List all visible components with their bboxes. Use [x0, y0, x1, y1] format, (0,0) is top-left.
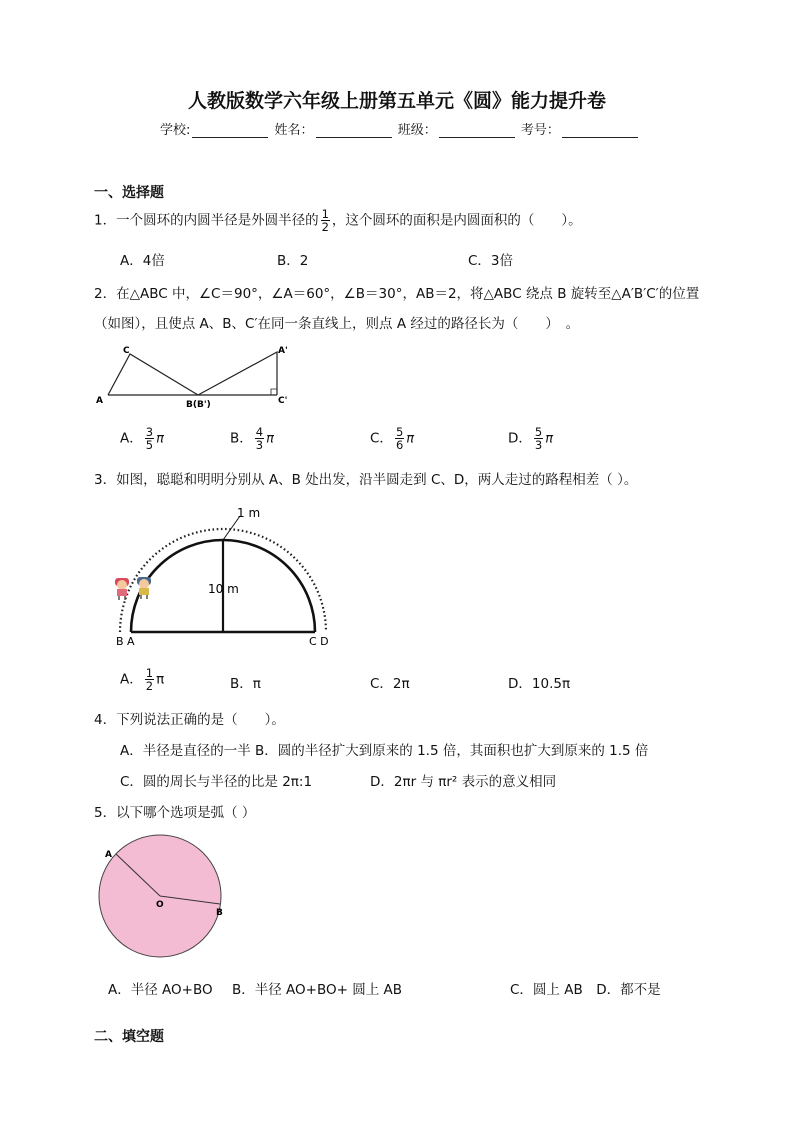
q5-circle-figure [94, 830, 244, 965]
q3-a-fraction [145, 667, 154, 692]
exam-no-label: 考号： [520, 123, 560, 138]
student-info-line [160, 119, 640, 138]
q3-option-c[interactable]: C．2π [370, 676, 410, 692]
fig-label-cd: C D [309, 635, 329, 648]
q5-option-b[interactable]: B．半径 AO+BO+ 圆上 AB [232, 982, 403, 998]
fig-label-a: A [96, 396, 103, 406]
fig-label-o: O [156, 900, 164, 910]
class-label: 班级： [397, 123, 437, 138]
q1-option-c[interactable]: C．3倍 [468, 253, 514, 269]
question-4: 4．下列说法正确的是（ ）。 [94, 712, 285, 728]
fig-label-b: B(B') [186, 400, 211, 410]
q2-a-fraction [145, 426, 154, 451]
q3-option-d[interactable]: D．10.5π [508, 676, 571, 692]
q2-b-num: 4 [255, 425, 264, 439]
q2-c-num: 5 [395, 425, 404, 439]
q2-a-pi: π [156, 431, 164, 447]
q1-frac-num: 1 [321, 207, 329, 221]
q1-frac-den: 2 [321, 220, 329, 234]
triangle-a2b2c2 [198, 352, 277, 395]
q2-a-den: 5 [145, 438, 154, 452]
q1-option-b[interactable]: B．2 [277, 253, 309, 269]
child-figure-left [115, 578, 129, 600]
q3-a-num: 1 [145, 666, 154, 680]
q5-options-cd[interactable]: C．圆上 AB D．都不是 [510, 982, 661, 998]
q4-option-d[interactable]: D．2πr 与 πr² 表示的意义相同 [370, 774, 557, 790]
q2-rotation-figure [94, 340, 304, 410]
question-2-line1: 2．在△ABC 中，∠C＝90°，∠A＝60°，∠B＝30°，AB＝2，将△ABC 绕点 B 旋转至△A′B′C′的位置 [94, 286, 700, 302]
q2-option-b[interactable] [230, 426, 274, 451]
fig-label-a: A [105, 850, 112, 860]
page-title: 人教版数学六年级上册第五单元《圆》能力提升卷 [187, 90, 606, 112]
exam-no-blank[interactable] [562, 123, 638, 138]
q4-options-ab[interactable]: A．半径是直径的一半 B．圆的半径扩大到原来的 1.5 倍，其面积也扩大到原来的 1.5 倍 [120, 743, 649, 759]
q2-c-fraction [395, 426, 404, 451]
section-choice-heading: 一、选择题 [94, 185, 164, 201]
name-label: 姓名： [274, 123, 314, 138]
fig-label-a-prime: A' [278, 346, 288, 356]
right-angle-mark [271, 389, 277, 395]
q2-option-a[interactable] [120, 426, 164, 451]
fig-label-c-prime: C' [278, 396, 288, 406]
q2-b-pi: π [266, 431, 274, 447]
q2-a-num: 3 [145, 425, 154, 439]
q2-c-label: C． [370, 430, 393, 447]
q2-option-c[interactable] [370, 426, 414, 451]
school-label: 学校: [160, 123, 191, 138]
q2-d-label: D． [508, 430, 532, 447]
q2-d-fraction [534, 426, 543, 451]
q2-b-den: 3 [255, 438, 264, 452]
q4-option-c[interactable]: C．圆的周长与半径的比是 2π:1 [120, 774, 313, 790]
section-fill-heading: 二、填空题 [94, 1029, 164, 1045]
q2-d-den: 3 [534, 438, 543, 452]
fig-label-ba: B A [116, 635, 135, 648]
triangle-abc [108, 354, 198, 395]
q2-a-label: A． [120, 430, 143, 447]
q5-option-a[interactable]: A．半径 AO+BO [108, 982, 213, 998]
fig-label-b: B [216, 908, 223, 918]
q3-option-b[interactable]: B．π [230, 676, 261, 692]
fig-label-c: C [123, 346, 130, 356]
school-blank[interactable] [192, 123, 268, 138]
q2-b-fraction [255, 426, 264, 451]
q2-c-den: 6 [395, 438, 404, 452]
q2-d-num: 5 [534, 425, 543, 439]
q2-c-pi: π [406, 431, 415, 447]
q3-a-label: A． [120, 671, 143, 688]
fig-label-1m: 1 m [237, 506, 261, 520]
q1-text-pre: 1．一个圆环的内圆半径是外圆半径的 [94, 212, 319, 229]
q3-option-a[interactable] [120, 667, 164, 692]
q1-option-a[interactable]: A．4倍 [120, 253, 165, 269]
question-5: 5．以下哪个选项是弧（ ） [94, 805, 256, 821]
q3-a-den: 2 [145, 679, 154, 693]
question-1 [94, 208, 582, 233]
q1-fraction [321, 208, 330, 233]
name-blank[interactable] [316, 123, 392, 138]
fig-label-10m: 10 m [208, 582, 239, 596]
question-2-line2: （如图），且使点 A、B、C′在同一条直线上，则点 A 经过的路径长为（ ） 。 [94, 316, 580, 332]
class-blank[interactable] [439, 123, 515, 138]
q2-option-d[interactable] [508, 426, 553, 451]
q1-text-post: ，这个圆环的面积是内圆面积的（ ）。 [331, 212, 582, 229]
question-3: 3．如图，聪聪和明明分别从 A、B 处出发，沿半圆走到 C、D，两人走过的路程相差（ ）。 [94, 472, 638, 488]
q2-d-pi: π [545, 431, 554, 447]
q3-semicircle-figure [108, 500, 338, 652]
q2-b-label: B． [230, 430, 253, 447]
q3-a-pi: π [156, 671, 165, 688]
